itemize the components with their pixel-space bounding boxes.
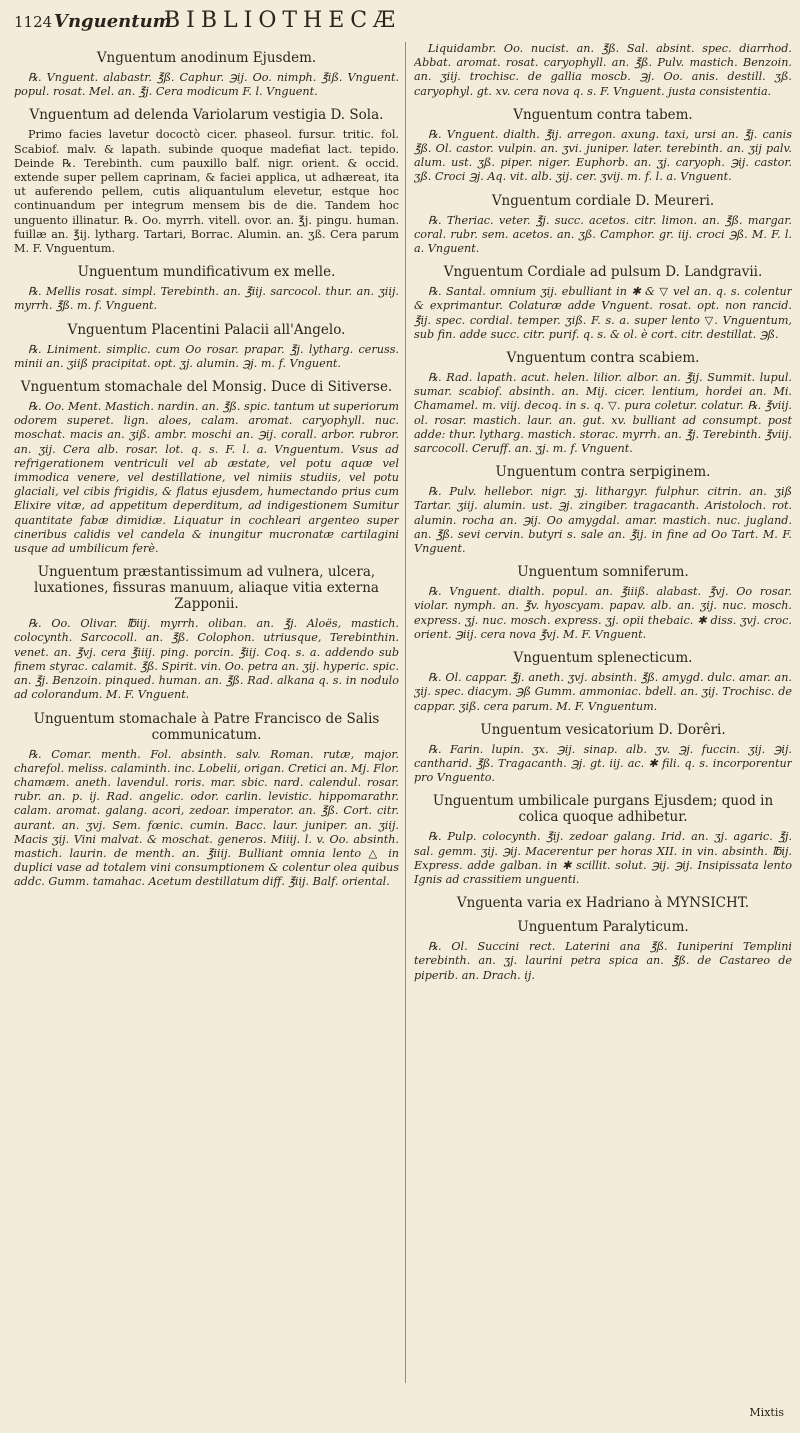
recipe-title: Unguentum stomachale à Patre Francisco de Salis communicatum. [33, 710, 380, 743]
recipe-text: ℞. Ol. Succini rect. Laterini ana ℥ß. Iuniperini Templini terebinth. an. ʒj. laurini petra spica an. ℥ß. de Castareo de piperib. an. Drach. ij. [414, 940, 792, 982]
recipe-title: Vnguentum contra tabem. [513, 106, 693, 123]
recipe-text: ℞. Ol. cappar. ℥j. aneth. ʒvj. absinth. ℥ß. amygd. dulc. amar. an. ʒij. spec. diacym. ℈ß Gumm. ammoniac. bdell. an. ʒij. Trochisc. de cappar. ʒiß. cera parum. M. F. Vnguentum. [414, 671, 792, 713]
recipe-title: Vnguentum Placentini Palacii all'Angelo. [67, 321, 346, 338]
recipe-title: Unguentum umbilicale purgans Ejusdem; quod in colica quoque adhibetur. [432, 793, 774, 826]
recipe-title: Unguentum præstantissimum ad vulnera, ulcera, luxationes, fissuras manuum, aliaque vitia externa Zapponii. [34, 564, 379, 613]
recipe-title: Unguentum Paralyticum. [517, 919, 689, 936]
recipe-text: ℞. Mellis rosat. simpl. Terebinth. an. ℥iij. sarcocol. thur. an. ʒiij. myrrh. ℥ß. m. f. Vnguent. [14, 285, 399, 313]
recipe-block [14, 322, 399, 371]
recipe-title: Vnguentum Cordiale ad pulsum D. Landgravii. [443, 264, 763, 281]
right-column [414, 42, 792, 1393]
recipe-text: ℞. Vnguent. dialth. popul. an. ℥iiiß. alabast. ℥vj. Oo rosar. violar. nymph. an. ℥v. hyoscyam. papav. alb. an. ʒij. nuc. mosch. express. ʒj. nuc. mosch. express. ʒj. opii thebaic. ✱ diss. ʒvj. croc. orient. ℈iij. cera nova ℥vj. M. F. Vnguent. [414, 585, 792, 641]
recipe-text: ℞. Pulv. hellebor. nigr. ʒj. lithargyr. fulphur. citrin. an. ʒiß Tartar. ʒiij. alumin. ust. ℈j. zingiber. tragacanth. Aristoloch. rot. alumin. rocha an. ℈ij. Oo amygdal. amar. mastich. nuc. jugland. an. ℥ß. sevi cervin. butyri s. sale an. ℥ij. in fine ad Oo Tart. M. F. Vnguent. [414, 485, 792, 556]
recipe-text: ℞. Farin. lupin. ʒx. ℈ij. sinap. alb. ʒv. ℈j. fuccin. ʒij. ℈ij. cantharid. ℥ß. Tragacanth. ℈j. gt. iij. ac. ✱ fili. q. s. incorporentur pro Vnguento. [414, 742, 792, 785]
recipe-block [414, 193, 792, 257]
recipe-text: Primo facies lavetur dococtò cicer. phaseol. fursur. tritic. fol. Scabiof. malv. & lapath. subinde quoque madefiat lact. tepido. Deinde ℞. Terebinth. cum pauxillo balf. nigr. orient. & occid. extende super pellem caprinam, & faciei applica, ut adhæreat, ita ut auferendo pellem, cutis aliquantulum elevetur, estque hoc continuandum per integrum mensem bis de die. Tandem hoc unguento illinatur. ℞. Oo. myrrh. vitell. ovor. an. ℥j. pingu. human. fuillæ an. ℥ij. lytharg. Tartari, Borrac. Alumin. an. ʒß. Cera parum M. F. Vnguentum. [14, 128, 399, 256]
recipe-text: ℞. Vnguent. alabastr. ℥ß. Caphur. ℈ij. Oo. nimph. ℥iß. Vnguent. popul. rosat. Mel. an. ℥j. Cera modicum F. l. Vnguent. [14, 71, 399, 99]
recipe-title: Unguentum somniferum. [517, 564, 689, 581]
recipe-text: ℞. Liniment. simplic. cum Oo rosar. prapar. ℥j. lytharg. ceruss. minii an. ʒiiß pracipitat. opt. ʒj. alumin. ℈j. m. f. Vnguent. [14, 342, 399, 370]
recipe-block [414, 264, 792, 342]
recipe-text: ℞. Santal. omnium ʒij. ebulliant in ✱ & ▽ vel an. q. s. colentur & exprimantur. Colaturæ adde Vnguent. rosat. opt. non rancid. ℥ij. spec. cordial. temper. ʒiß. F. s. a. super lento ▽. Vnguentum, sub fin. adde succ. citr. purif. q. s. & ol. è cort. citr. destillat. ℈ß. [414, 285, 792, 341]
recipe-title: Vnguentum splenecticum. [513, 650, 693, 667]
recipe-text: ℞. Comar. menth. Fol. absinth. salv. Roman. rutæ, major. charefol. meliss. calaminth. inc. Lobelii, origan. Cretici an. Mj. Flor. chamæm. aneth. lavendul. roris. mar. sbic. nard. calendul. rosar. rubr. an. p. ij. Rad. angelic. odor. carlin. levistic. hippomarathr. calam. aromat. galang. acori, zedoar. imperator. an. ℥ß. Cort. citr. aurant. an. ʒvj. Sem. fœnic. cumin. Bacc. laur. juniper. an. ʒiij. Macis ʒij. Vini malvat. & moschat. generos. Miiij. l. v. Oo. absinth. mastich. laurin. de menth. an. ℥iiij. Bulliant omnia lento △ in duplici vase ad totalem vini consumptionem & colentur olea quibus addc. Gumm. tamahac. Acetum destillatum diff. ℥iij. Balf. oriental. [14, 747, 399, 889]
recipe-title: Vnguenta varia ex Hadriano à MYNSICHT. [456, 895, 750, 912]
recipe-title: Vnguentum cordiale D. Meureri. [491, 192, 715, 209]
recipe-text: ℞. Oo. Ment. Mastich. nardin. an. ℥ß. spic. tantum ut superiorum odorem superet. lign. aloes, calam. aromat. caryophyll. nuc. moschat. macis an. ʒiß. ambr. moschi an. ℈ij. corall. arbor. rubror. an. ʒij. Cera alb. rosar. lot. q. s. F. l. a. Vnguentum. Vsus ad refrigerationem ventriculi vel ab æstate, vel potu aquæ vel immodica venere, vel destillatione, vel nimiis studiis, vel potu glaciali, vel cibis frigidis, & flatus ejusdem, humectando prius cum Elixire vitæ, ad appetitum deperditum, ad indigestionem Sumitur quantitate fabæ dimidiæ. Liquatur in cochleari argenteo super cineribus calidis vel candela & inungitur mucronatæ cartilagini usque ad umbilicum ferè. [14, 400, 399, 556]
running-head: Vnguentum [54, 11, 172, 32]
recipe-block [414, 919, 792, 983]
recipe-text: ℞. Rad. lapath. acut. helen. lilior. albor. an. ℥ij. Summit. lupul. sumar. scabiof. absinth. an. Mij. cicer. lentium, hordei an. Mi. Chamamel. m. viij. decoq. in s. q. ▽. pura coletur. colatur. ℞. ℥viij. ol. rosar. mastich. laur. an. gut. xv. bulliant ad consumpt. post adde: thur. lytharg. mastich. storac. myrrh. an. ℥j. Terebinth. ℥viij. sarcocoll. Ceruff. an. ʒj. m. f. Vnguent. [414, 371, 792, 456]
running-title: BIBLIOTHECÆ [164, 8, 402, 33]
recipe-block [14, 711, 399, 890]
recipe-block [14, 107, 399, 256]
recipe-block [14, 564, 399, 702]
recipe-text: ℞. Oo. Olivar. ℔iij. myrrh. oliban. an. ℥j. Aloës, mastich. colocynth. Sarcocoll. an. ℥ß. Colophon. utriusque, Terebinthin. venet. an. ℥vj. cera ℥iiij. ping. porcin. ℥iij. Coq. s. a. addendo sub finem styrac. calamit. ℥ß. Spirit. vin. Oo. petra an. ʒij. hyperic. spic. an. ℥j. Benzoin. pinqued. human. an. ℥ß. Rad. alkana q. s. in nodulo ad colorandum. M. F. Vnguent. [14, 617, 399, 702]
recipe-block [14, 50, 399, 99]
recipe-block [414, 793, 792, 887]
recipe-block [414, 722, 792, 786]
recipe-title: Vnguentum stomachale del Monsig. Duce di Sitiverse. [20, 379, 393, 396]
recipe-title: Unguentum contra serpiginem. [495, 464, 711, 481]
recipe-title: Vnguentum contra scabiem. [506, 350, 700, 367]
recipe-block [14, 264, 399, 313]
recipe-block [414, 42, 792, 99]
recipe-text: ℞. Pulp. colocynth. ℥ij. zedoar galang. Irid. an. ʒj. agaric. ℥j. sal. gemm. ʒij. ℈ij. Macerentur per horas XII. in vin. absinth. ℔ij. Express. adde galban. in ✱ scillit. solut. ℈ij. ℈ij. Insipissata lento Ignis ad crassitiem unguenti. [414, 830, 792, 886]
catchword: Mixtis [749, 1406, 784, 1419]
recipe-text: Liquidambr. Oo. nucist. an. ℥ß. Sal. absint. spec. diarrhod. Abbat. aromat. rosat. caryophyll. an. ℥ß. Pulv. mastich. Benzoin. an. ʒiij. trochisc. de gallia moscb. ℈j. Oo. anis. destill. ʒß. caryophyl. gt. xv. cera nova q. s. F. Vnguent. justa consistentia. [414, 42, 792, 98]
page-number: 1124 [14, 13, 53, 31]
recipe-title: Vnguentum ad delenda Variolarum vestigia D. Sola. [29, 107, 384, 124]
page-header [14, 8, 786, 38]
column-divider [405, 42, 406, 1383]
recipe-title: Vnguentum anodinum Ejusdem. [96, 50, 317, 66]
recipe-block [414, 564, 792, 642]
recipe-block [414, 650, 792, 714]
recipe-block [14, 379, 399, 556]
recipe-title: Unguentum vesicatorium D. Dorêri. [480, 721, 726, 738]
recipe-text: ℞. Theriac. veter. ℥j. succ. acetos. citr. limon. an. ℥ß. margar. coral. rubr. sem. acetos. an. ʒß. Camphor. gr. iij. croci ℈ß. M. F. l. a. Vnguent. [414, 213, 792, 256]
recipe-block [414, 464, 792, 556]
recipe-block [414, 350, 792, 456]
recipe-title: Unguentum mundificativum ex melle. [77, 264, 336, 281]
recipe-block [414, 107, 792, 185]
recipe-text: ℞. Vnguent. dialth. ℥ij. arregon. axung. taxi, ursi an. ℥j. canis ℥ß. Ol. castor. vulpin. an. ʒvi. juniper. later. terebinth. an. ʒij palv. alum. ust. ʒß. piper. niger. Euphorb. an. ʒj. caryoph. ℈ij. castor. ʒß. Croci ℈j. Aq. vit. alb. ʒij. cer. ʒvij. m. f. l. a. Vnguent. [414, 127, 792, 184]
left-column [14, 42, 399, 1393]
recipe-block [414, 895, 792, 911]
